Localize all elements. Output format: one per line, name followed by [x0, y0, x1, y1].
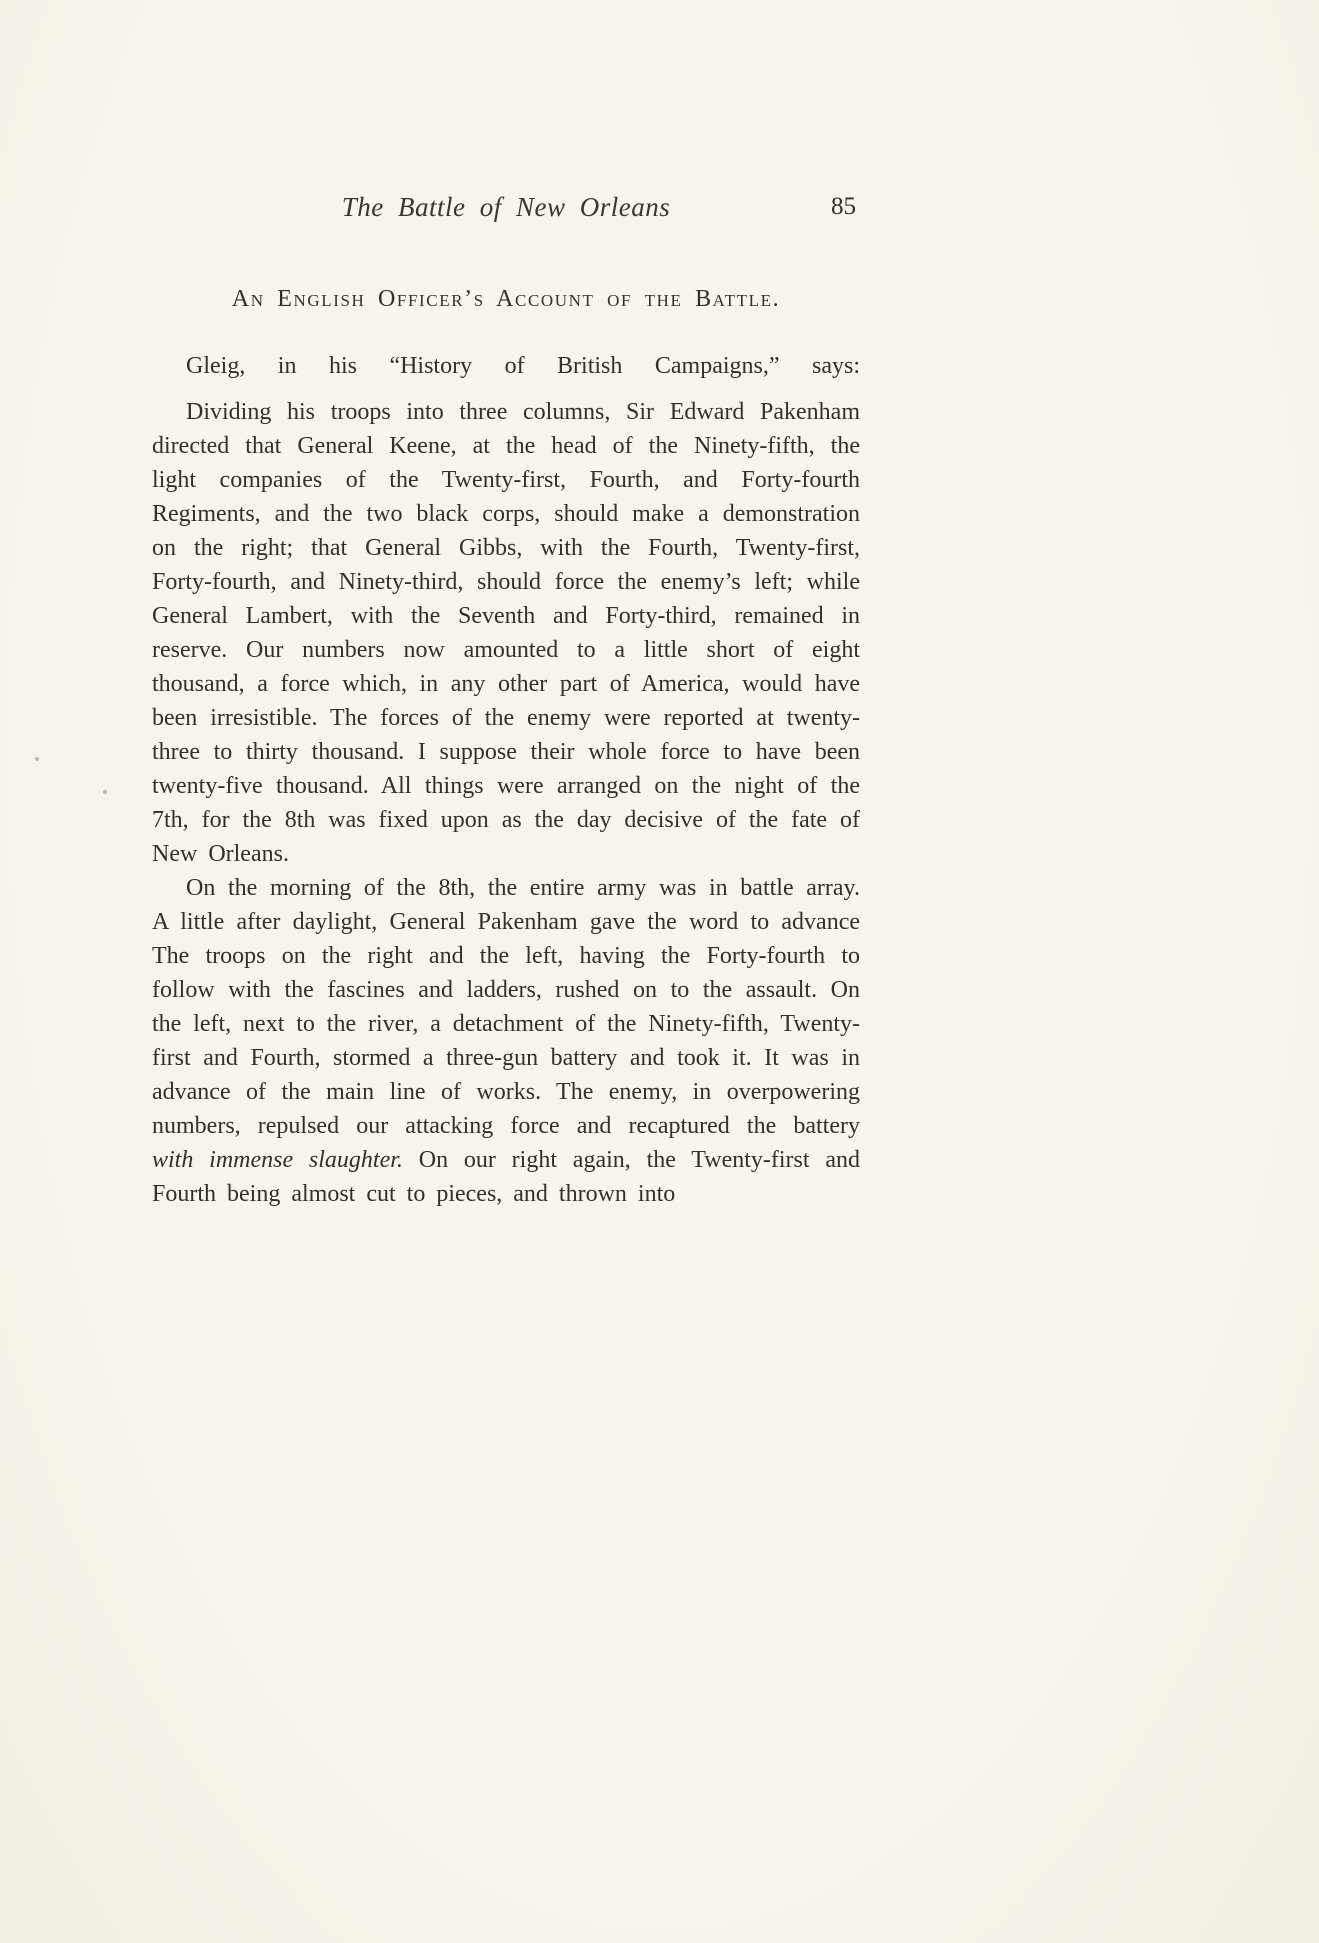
text-segment: with immense slaughter. — [152, 1147, 403, 1173]
paper-speck — [35, 757, 39, 761]
text-segment: On the morning of the 8th, the entire army was in battle array. A little after daylight, General Pakenham gave the word to advance The troops on the right and the left, having the Forty-fourth to follow with the fascines and ladders, rushed on to the assault. On the left, next to the river, a detachment of the Ninety-fifth, Twenty-first and Fourth, stormed a three-gun battery and took it. It was in advance of the main line of works. The enemy, in overpowering numbers, repulsed our attacking force and recaptured the battery — [152, 875, 860, 1139]
running-head-title: The Battle of New Orleans — [341, 192, 671, 222]
section-heading: An English Officer’s Account of the Battle. — [231, 286, 781, 312]
running-head — [152, 192, 860, 230]
text-segment: On our right again, the Twenty-first and Fourth being almost cut to pieces, and thrown into — [152, 1147, 861, 1207]
paragraph — [152, 871, 860, 1211]
body-paragraphs — [152, 395, 860, 1211]
page-number: 85 — [831, 193, 856, 220]
intro-paragraph: Gleig, in his “History of British Campaigns,” says: — [186, 353, 860, 379]
paragraph — [152, 395, 860, 871]
text-segment: Dividing his troops into three columns, Sir Edward Pakenham directed that General Keene, at the head of the Ninety-fifth, the light companies of the Twenty-first, Fourth, and Forty-fourth Regiments, and the two black corps, should make a demonstration on the right; that General Gibbs, with the Fourth, Twenty-first, Forty-fourth, and Ninety-third, should force the enemy’s left; while General Lambert, with the Seventh and Forty-third, remained in reserve. Our numbers now amounted to a little short of eight thousand, a force which, in any other part of America, would have been irresistible. The forces of the enemy were reported at twenty-three to thirty thousand. I suppose their whole force to have been twenty-five thousand. All things were arranged on the night of the 7th, for the 8th was fixed upon as the day decisive of the fate of New Orleans. — [152, 399, 860, 867]
paper-speck — [103, 790, 107, 794]
page-content — [152, 192, 860, 1211]
